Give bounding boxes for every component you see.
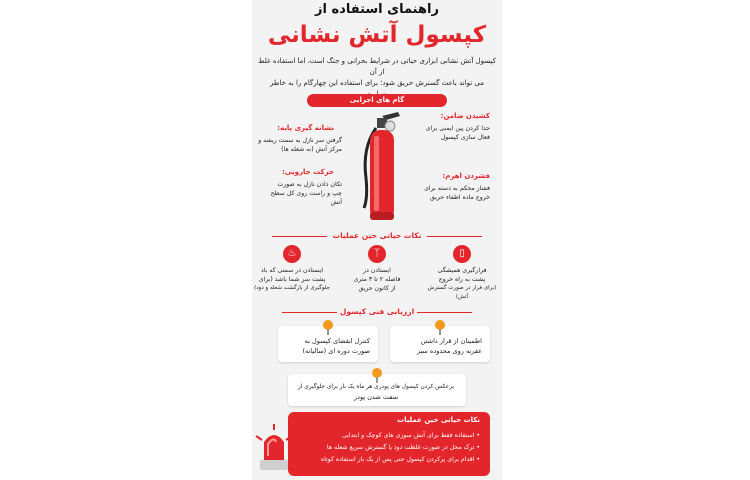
eval-card-powder — [288, 374, 466, 406]
eval-expiry-line-2: صورت دوره ای (سالیانه) — [302, 347, 370, 355]
eval-expiry-line-1: کنترل انقضای کپسول به — [304, 337, 370, 345]
tip-wind — [254, 266, 330, 293]
step-aim-body — [258, 136, 342, 154]
step-sweep-body — [258, 180, 342, 207]
step-aim-title: نشانه گیری پایه: — [277, 124, 334, 132]
eval-powder-line-2: سفت شدن پودر — [353, 393, 399, 401]
step-squeeze-body — [412, 184, 490, 202]
pushpin-icon — [435, 320, 445, 330]
eval-card-gauge — [390, 326, 490, 362]
step-squeeze-line-1: فشار محکم به دسته برای — [424, 185, 490, 192]
eval-card-expiry-text — [302, 336, 370, 356]
step-aim-line-1: گرفتن سر نازل به سمت ریشه و — [258, 137, 342, 144]
pushpin-icon — [372, 368, 382, 378]
step-sweep-line-3: آتش — [330, 199, 342, 206]
tip-distance — [341, 266, 413, 293]
tip-wind-line-2: پشت سر شما باشد (برای — [258, 276, 326, 283]
steps-section-title: گام های اجرایی — [307, 94, 447, 107]
tip-distance-line-1: ایستادن در — [363, 267, 391, 274]
step-squeeze-title: فشردن اهرم: — [442, 172, 490, 180]
tips-section-title: نکات حیاتی حین عملیات — [332, 231, 422, 240]
eval-gauge-line-2: عقربه روی محدوده سبز — [416, 347, 482, 355]
tip-distance-line-3: از کانون حریق — [358, 285, 396, 292]
fire-extinguisher-icon — [352, 108, 412, 226]
fire-icon: ♨ — [283, 245, 301, 263]
step-sweep-line-2: چپ و راست روی کل سطح — [270, 190, 342, 197]
eval-card-expiry — [278, 326, 378, 362]
eval-card-gauge-text — [417, 336, 482, 356]
intro-line-2: می تواند باعث گسترش حریق شود؛ برای استفاده این چهارگام را به خاطر — [269, 79, 485, 87]
title-line-2: کپسول آتش نشانی — [267, 22, 487, 48]
tip-exit-line-2: پشت به راه خروج — [438, 276, 486, 283]
step-pull-pin-title: کشیدن ضامن: — [440, 112, 490, 120]
step-pull-pin-line-1: جدا کردن پین ایمنی برای — [425, 125, 490, 132]
infographic-poster — [252, 0, 502, 480]
eval-powder-line-1: برعکس کردن کپسول های پودری هر ماه یک بار برای جلوگیری از — [298, 384, 454, 390]
alert-box-title: نکات حیاتی حین عملیات — [397, 416, 480, 424]
intro-line-1: کپسول آتش نشانی ابزاری حیاتی در شرایط بحرانی و جنگ است، اما استفاده غلط از آن — [258, 57, 496, 76]
step-sweep-title: حرکت جارویی: — [282, 168, 334, 176]
step-pull-pin-body — [418, 124, 490, 142]
step-aim-line-2: مرکز آتش (نه شعله ها) — [281, 146, 342, 153]
step-squeeze-line-2: خروج ماده اطفاء حریق — [429, 194, 490, 201]
alert-item: • اقدام برای پرکردن کپسول حتی پس از یک بار استفاده کوتاه — [320, 456, 480, 463]
eval-card-powder-text — [294, 382, 458, 402]
alert-item: • استفاده فقط برای آتش سوزی های کوچک و ابتدایی — [342, 432, 480, 439]
divider-line — [427, 236, 482, 237]
pushpin-icon — [323, 320, 333, 330]
tip-exit — [426, 266, 498, 302]
tip-wind-line-1: ایستادن در سمتی که باد — [260, 267, 324, 274]
alert-item: • ترک محل در صورت غلظت دود یا گسترش سریع شعله ها — [326, 444, 480, 451]
eval-section-title: ارزیابی فنی کپسول — [339, 307, 415, 316]
alert-box — [288, 412, 490, 476]
eval-gauge-line-1: اطمینان از قرار داشتن — [420, 337, 482, 345]
title-line-1: راهنمای استفاده از — [315, 2, 439, 17]
divider-line — [417, 312, 472, 313]
exit-door-icon: ▯ — [453, 245, 471, 263]
tip-distance-line-2: فاصله ۲ تا ۳ متری — [353, 276, 401, 283]
tip-wind-line-3: جلوگیری از بازگشت شعله و دود) — [254, 285, 330, 291]
step-pull-pin-line-2: فعال سازی کپسول — [440, 134, 490, 141]
tip-exit-line-1: فرارگیری همیشگی — [437, 267, 487, 274]
step-sweep-line-1: تکان دادن نازل به صورت — [277, 181, 342, 188]
tip-exit-line-3: (برای فرار در صورت گسترش آتش) — [427, 285, 497, 300]
alarm-siren-icon — [254, 422, 294, 472]
distance-icon: ᛉ — [368, 245, 386, 263]
